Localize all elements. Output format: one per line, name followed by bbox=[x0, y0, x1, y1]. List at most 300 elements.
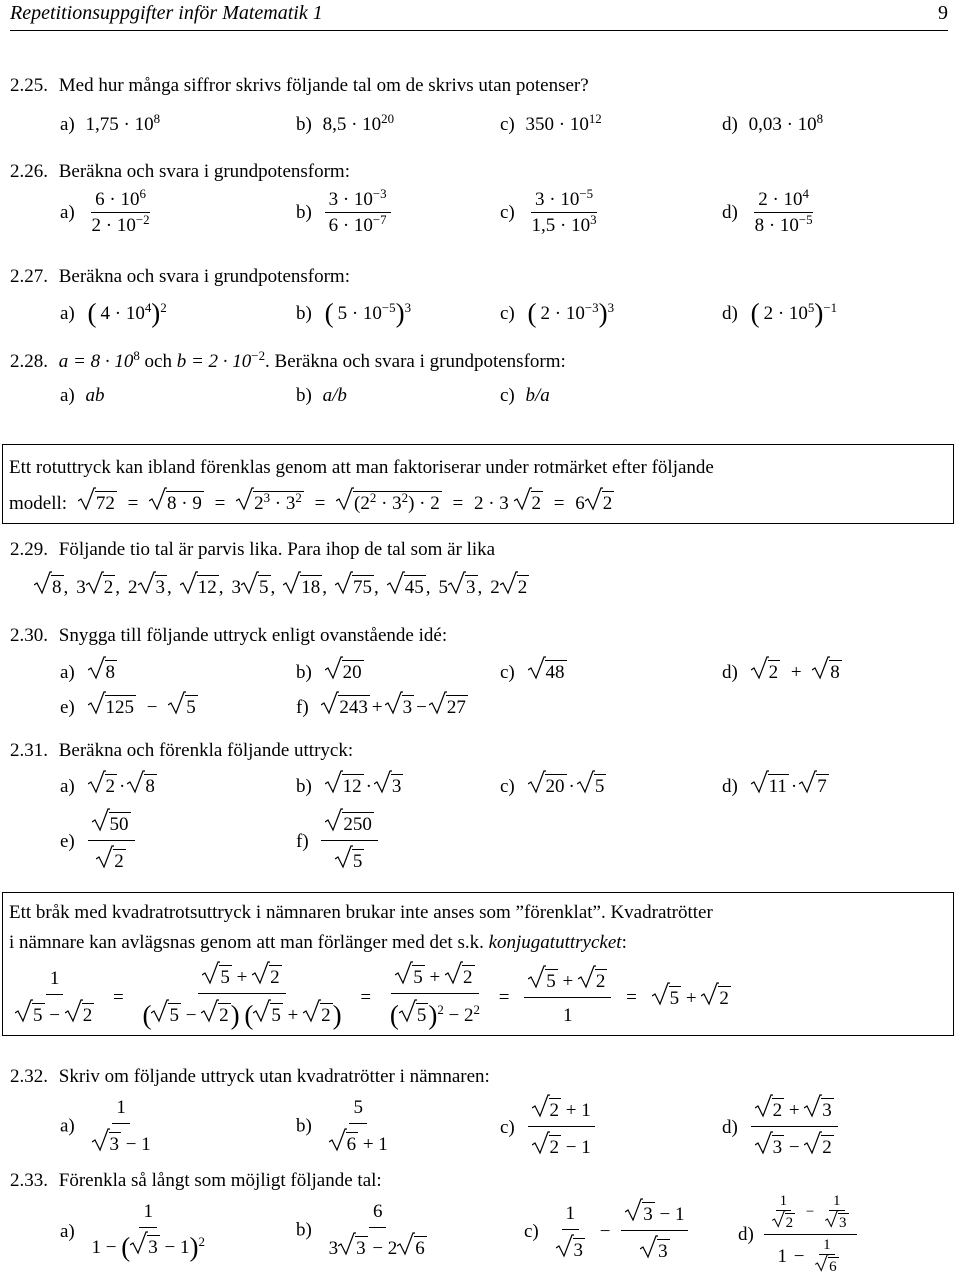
radical-sign bbox=[283, 571, 301, 595]
radical-sign bbox=[701, 982, 719, 1006]
sqrt bbox=[252, 965, 282, 987]
radicand: 45 bbox=[404, 577, 424, 598]
item-2-30-b bbox=[296, 660, 364, 682]
paren-close: ) bbox=[814, 298, 824, 328]
item-2-26-a bbox=[60, 185, 154, 236]
fraction bbox=[528, 185, 601, 236]
denominator bbox=[11, 995, 98, 1025]
sqrt bbox=[625, 1202, 655, 1224]
exponent: −2 bbox=[251, 347, 266, 363]
radicand: 3 bbox=[839, 1215, 847, 1231]
math-expr: 6 bbox=[372, 1201, 383, 1222]
equals: = bbox=[314, 493, 326, 514]
radical-sign bbox=[772, 1210, 786, 1228]
problem-number: 2.30. bbox=[10, 625, 48, 646]
radical-sign bbox=[578, 965, 596, 989]
conjugate-example bbox=[11, 965, 731, 1029]
coefficient: 3 bbox=[76, 577, 86, 598]
operator: + bbox=[429, 967, 441, 988]
problem-text: Beräkna och svara i grundpotensform: bbox=[58, 266, 350, 287]
radicand: 5 bbox=[259, 577, 269, 598]
problem-2-26-heading bbox=[10, 162, 350, 181]
separator: , bbox=[374, 577, 379, 598]
sqrt bbox=[283, 575, 322, 597]
equals: = bbox=[626, 986, 637, 1008]
operator: − bbox=[793, 1246, 805, 1267]
numerator bbox=[91, 185, 150, 213]
sqrt bbox=[303, 1003, 333, 1025]
radical-sign bbox=[825, 1210, 839, 1228]
info-term: konjugatuttrycket bbox=[488, 932, 622, 953]
radicand: 2 bbox=[105, 776, 116, 797]
radicand: 5 bbox=[352, 851, 363, 872]
radicand: 8 · 9 bbox=[167, 493, 202, 514]
radicand: 2 bbox=[822, 1137, 832, 1158]
exponent: 5 bbox=[807, 299, 815, 315]
item-2-27-b bbox=[296, 300, 411, 327]
radicand: 5 bbox=[594, 776, 605, 797]
sqrt bbox=[578, 969, 608, 991]
info-box-conjugate bbox=[2, 892, 954, 1036]
item-2-25-a bbox=[60, 110, 161, 135]
radical-sign bbox=[514, 487, 532, 511]
sqrt bbox=[127, 774, 157, 796]
sqrt bbox=[338, 1236, 368, 1258]
sqrt bbox=[241, 575, 271, 597]
item-label: a) bbox=[60, 114, 75, 135]
coefficient: 2 bbox=[128, 577, 138, 598]
list-item bbox=[387, 577, 439, 598]
paren-close: ) bbox=[189, 1232, 199, 1262]
item-2-25-c bbox=[500, 110, 602, 135]
radicand: 5 bbox=[669, 988, 680, 1009]
page-number: 9 bbox=[938, 2, 948, 24]
radicand: 2 bbox=[270, 967, 280, 988]
radicand: 5 bbox=[220, 967, 230, 988]
problem-text: Snygga till följande uttryck enligt ovanstående idé: bbox=[58, 625, 448, 646]
sqrt bbox=[755, 1135, 785, 1157]
denominator bbox=[751, 213, 817, 235]
exponent: −3 bbox=[372, 185, 387, 201]
item-label: a) bbox=[60, 1221, 75, 1242]
radical-sign bbox=[528, 656, 546, 680]
equals: = bbox=[553, 493, 565, 514]
radical-sign bbox=[325, 770, 343, 794]
item-2-32-b bbox=[296, 1098, 392, 1154]
problem-text: Beräkna och förenkla följande uttryck: bbox=[58, 740, 354, 761]
radicand: 12 bbox=[342, 776, 362, 797]
radical-sign bbox=[528, 770, 546, 794]
problem-text: Skriv om följande uttryck utan kvadratrötter i nämnaren: bbox=[58, 1066, 490, 1087]
separator: , bbox=[167, 577, 172, 598]
radical-sign bbox=[202, 961, 220, 985]
operator: + bbox=[236, 967, 248, 988]
numerator bbox=[391, 965, 478, 994]
sqrt bbox=[336, 491, 442, 513]
operator: · bbox=[119, 776, 126, 797]
radicand bbox=[253, 491, 304, 513]
paren-open: ( bbox=[750, 298, 760, 328]
math-expr: 2 · 10 bbox=[758, 189, 803, 210]
numerator bbox=[528, 1098, 595, 1127]
denominator bbox=[325, 213, 391, 235]
problem-2-33-heading bbox=[10, 1171, 382, 1190]
denominator bbox=[92, 841, 130, 871]
exponent: 12 bbox=[588, 110, 602, 126]
math-expr: · 3 bbox=[376, 493, 402, 514]
coefficient: 5 bbox=[438, 577, 448, 598]
numerator bbox=[369, 1202, 387, 1228]
math-expr: 4 · 10 bbox=[100, 303, 145, 324]
denominator bbox=[528, 1127, 595, 1157]
item-label: e) bbox=[60, 697, 75, 718]
sqrt bbox=[804, 1135, 834, 1157]
fraction bbox=[88, 1098, 155, 1154]
radical-sign bbox=[151, 999, 169, 1023]
paren-close: ) bbox=[332, 1000, 342, 1030]
exponent: 3 bbox=[263, 489, 271, 505]
item-label: d) bbox=[738, 1224, 754, 1245]
exponent: 6 bbox=[139, 185, 146, 201]
item-2-30-f bbox=[296, 695, 468, 717]
radical-sign bbox=[96, 845, 114, 869]
radicand: 243 bbox=[339, 697, 368, 718]
sqrt bbox=[180, 575, 219, 597]
sqrt bbox=[88, 695, 137, 717]
math-expr: 0,03 · 10 bbox=[748, 114, 817, 135]
fraction bbox=[386, 965, 484, 1029]
math-expr: 1 bbox=[563, 1005, 573, 1026]
math-expr: − 1 bbox=[164, 1237, 190, 1258]
problem-number: 2.31. bbox=[10, 740, 48, 761]
radicand: 3 bbox=[643, 1204, 653, 1225]
item-2-30-d bbox=[722, 660, 842, 682]
radicand: 2 bbox=[321, 1005, 331, 1026]
radicand: 3 bbox=[155, 577, 165, 598]
numerator bbox=[321, 812, 378, 841]
fraction bbox=[821, 1194, 853, 1231]
math-line bbox=[9, 491, 614, 513]
sqrt bbox=[201, 1003, 231, 1025]
equals: = bbox=[498, 986, 510, 1008]
sqrt bbox=[325, 774, 364, 796]
denominator bbox=[528, 213, 601, 235]
item-label: b) bbox=[296, 662, 312, 683]
separator: , bbox=[270, 577, 276, 598]
radical-sign bbox=[92, 1128, 110, 1152]
item-2-33-a bbox=[60, 1202, 209, 1261]
item-2-26-c bbox=[500, 185, 601, 236]
coefficient: 3 bbox=[231, 577, 241, 598]
operator: − bbox=[372, 1238, 384, 1259]
operator: · bbox=[365, 776, 372, 797]
header-title: Repetitionsuppgifter inför Matematik 1 bbox=[10, 2, 323, 24]
numerator bbox=[754, 185, 813, 213]
radicand: 5 bbox=[186, 697, 196, 718]
problem-text: och bbox=[139, 351, 177, 372]
item-2-32-c bbox=[500, 1098, 595, 1157]
fraction bbox=[325, 185, 391, 236]
radical-sign bbox=[338, 1232, 356, 1256]
radicand: 3 bbox=[573, 1239, 584, 1261]
radicand: 8 bbox=[830, 662, 840, 683]
math-expr: 2 · 10 bbox=[91, 215, 136, 236]
paren-open: ( bbox=[87, 298, 97, 328]
radical-sign bbox=[532, 1131, 550, 1155]
sqrt bbox=[374, 774, 404, 796]
numerator bbox=[88, 812, 135, 841]
denominator bbox=[751, 1127, 838, 1157]
radical-sign bbox=[528, 965, 546, 989]
item-2-27-a bbox=[60, 300, 167, 327]
operator: − bbox=[416, 697, 427, 718]
list-item bbox=[232, 577, 284, 598]
item-label: c) bbox=[500, 202, 515, 223]
operator: + bbox=[788, 1100, 800, 1121]
item-2-33-d bbox=[738, 1194, 857, 1275]
radical-sign bbox=[374, 770, 392, 794]
item-2-31-e bbox=[60, 812, 135, 871]
list-item bbox=[128, 577, 180, 598]
fraction bbox=[524, 969, 611, 1025]
radical-sign bbox=[325, 656, 343, 680]
operator: − bbox=[448, 1005, 460, 1026]
sqrt bbox=[799, 774, 829, 796]
operator: − bbox=[788, 1137, 800, 1158]
item-label: c) bbox=[524, 1221, 539, 1242]
item-2-31-c bbox=[500, 774, 606, 796]
sqrt bbox=[514, 491, 544, 513]
exponent: −7 bbox=[372, 211, 387, 227]
denominator bbox=[559, 998, 577, 1025]
math-expr: b/a bbox=[525, 385, 550, 406]
radical-sign bbox=[335, 845, 353, 869]
math-expr: (2 bbox=[354, 493, 370, 514]
math-expr: · 3 bbox=[270, 493, 296, 514]
denominator bbox=[325, 1228, 431, 1258]
sqrt bbox=[528, 660, 567, 682]
radical-sign bbox=[385, 691, 403, 715]
sqrt bbox=[34, 575, 64, 597]
equals: = bbox=[360, 986, 372, 1008]
math-expr: 1,5 · 10 bbox=[531, 215, 591, 236]
radical-sign bbox=[168, 691, 186, 715]
exponent: 3 bbox=[404, 299, 412, 315]
item-label: a) bbox=[60, 1115, 75, 1137]
operator: − bbox=[805, 1203, 815, 1220]
sqrt bbox=[88, 660, 118, 682]
exponent: 8 bbox=[133, 347, 140, 363]
sqrt bbox=[812, 660, 842, 682]
exponent: 3 bbox=[607, 299, 615, 315]
numerator bbox=[764, 1194, 857, 1235]
radical-sign bbox=[751, 656, 769, 680]
radicand: 2 bbox=[82, 1005, 93, 1026]
denominator bbox=[773, 1235, 846, 1275]
radicand: 2 bbox=[772, 1100, 783, 1121]
radicand: 3 bbox=[148, 1237, 158, 1258]
numerator: 1 bbox=[819, 1238, 835, 1255]
math-expr: 2 · 3 bbox=[473, 493, 509, 514]
radical-sign bbox=[577, 770, 595, 794]
sqrt bbox=[532, 1098, 562, 1120]
numerator bbox=[349, 1098, 367, 1124]
sqrt bbox=[640, 1239, 670, 1261]
sqrt bbox=[448, 575, 478, 597]
item-label: d) bbox=[722, 202, 738, 223]
sqrt bbox=[751, 774, 789, 796]
numerator bbox=[46, 969, 64, 995]
denominator bbox=[821, 1211, 853, 1231]
radicand: 250 bbox=[343, 814, 372, 835]
paren-close: ) bbox=[230, 1000, 240, 1030]
paren-open: ( bbox=[142, 1000, 152, 1030]
paren-open: ( bbox=[527, 298, 537, 328]
radical-sign bbox=[448, 571, 466, 595]
radical-sign bbox=[303, 999, 321, 1023]
radical-sign bbox=[799, 770, 817, 794]
radical-sign bbox=[397, 1232, 415, 1256]
radical-sign bbox=[804, 1131, 822, 1155]
radical-sign bbox=[445, 961, 463, 985]
item-2-28-b bbox=[296, 386, 347, 405]
radicand: 2 bbox=[531, 493, 542, 514]
radicand: 3 bbox=[466, 577, 476, 598]
radical-sign bbox=[640, 1235, 658, 1259]
item-2-31-b bbox=[296, 774, 403, 796]
radicand: 6 bbox=[829, 1259, 837, 1275]
problem-number: 2.33. bbox=[10, 1170, 48, 1191]
equals: = bbox=[214, 493, 226, 514]
math-expr: a = 8 · 10 bbox=[58, 351, 134, 372]
problem-2-30-heading bbox=[10, 626, 447, 645]
list-item bbox=[76, 577, 128, 598]
radicand: 7 bbox=[817, 776, 827, 797]
numerator bbox=[562, 1204, 580, 1230]
numerator bbox=[751, 1098, 838, 1127]
separator: , bbox=[115, 577, 120, 598]
item-label: c) bbox=[500, 303, 515, 324]
equals: = bbox=[112, 986, 124, 1008]
sqrt bbox=[149, 491, 204, 513]
numerator bbox=[112, 1098, 130, 1124]
separator: , bbox=[477, 577, 483, 598]
paren-open: ( bbox=[389, 1000, 399, 1030]
problem-number: 2.28. bbox=[10, 351, 48, 372]
sqrt bbox=[92, 812, 131, 834]
radicand: 2 bbox=[719, 988, 729, 1009]
list-item bbox=[180, 577, 232, 598]
denominator bbox=[88, 1228, 209, 1261]
problem-number: 2.32. bbox=[10, 1066, 48, 1087]
equals: = bbox=[127, 493, 139, 514]
item-2-25-b bbox=[296, 110, 395, 135]
separator: , bbox=[218, 577, 224, 598]
radical-sign bbox=[755, 1094, 773, 1118]
radical-sign bbox=[399, 999, 417, 1023]
radicand: 3 bbox=[772, 1137, 783, 1158]
radicand: 3 bbox=[402, 697, 413, 718]
separator: , bbox=[63, 577, 69, 598]
item-label: c) bbox=[500, 385, 515, 406]
radical-sign bbox=[532, 1094, 550, 1118]
item-label: a) bbox=[60, 202, 75, 223]
fraction bbox=[811, 1238, 843, 1275]
sqrt bbox=[500, 575, 530, 597]
radicand: 5 bbox=[413, 967, 423, 988]
item-2-25-d bbox=[722, 110, 824, 135]
item-2-32-d bbox=[722, 1098, 838, 1157]
radicand: 2 bbox=[549, 1137, 560, 1158]
item-label: a) bbox=[60, 385, 75, 406]
sqrt bbox=[138, 575, 168, 597]
math-expr: 2 bbox=[387, 1238, 398, 1259]
fraction bbox=[751, 185, 817, 236]
denominator bbox=[768, 1211, 800, 1231]
exponent: −5 bbox=[579, 185, 594, 201]
sqrt bbox=[236, 491, 304, 513]
fraction bbox=[621, 1202, 688, 1261]
item-2-30-c bbox=[500, 660, 567, 682]
radicand: 5 bbox=[33, 1005, 43, 1026]
exponent: 2 bbox=[160, 299, 167, 315]
fraction bbox=[768, 1194, 800, 1231]
problem-text: Förenkla så långt som möjligt följande tal: bbox=[58, 1170, 382, 1191]
radical-sign bbox=[335, 571, 353, 595]
fraction bbox=[751, 1098, 838, 1157]
sqrt bbox=[325, 660, 364, 682]
sqrt bbox=[395, 965, 425, 987]
sqrt bbox=[88, 774, 118, 796]
exponent: 3 bbox=[590, 211, 597, 227]
sqrt bbox=[325, 812, 374, 834]
sqrt bbox=[815, 1257, 839, 1275]
sqrt bbox=[65, 1003, 95, 1025]
fraction bbox=[88, 185, 154, 236]
info-text: Ett bråk med kvadratrotsuttryck i nämnaren brukar inte anses som ”förenklat”. Kvadratrötter bbox=[9, 902, 713, 923]
operator: + bbox=[371, 697, 383, 718]
radical-sign bbox=[92, 808, 110, 832]
paren-open: ( bbox=[244, 1000, 254, 1030]
exponent: −3 bbox=[584, 299, 599, 315]
math-expr: 1 bbox=[116, 1097, 126, 1118]
radicand: 20 bbox=[545, 776, 565, 797]
sqrt bbox=[652, 986, 682, 1008]
problem-number: 2.29. bbox=[10, 539, 48, 560]
radical-sign bbox=[180, 571, 198, 595]
sqrt bbox=[804, 1098, 834, 1120]
denominator bbox=[636, 1231, 674, 1261]
radical-sign bbox=[149, 487, 167, 511]
item-2-26-d bbox=[722, 185, 817, 236]
page-header bbox=[10, 2, 948, 31]
radical-sign bbox=[812, 656, 830, 680]
item-2-28-a bbox=[60, 386, 105, 405]
problem-number: 2.25. bbox=[10, 75, 48, 96]
fraction bbox=[138, 965, 345, 1029]
paren-open: ( bbox=[121, 1232, 131, 1262]
numerator bbox=[325, 185, 391, 213]
operator: + bbox=[562, 971, 574, 992]
radicand: 3 bbox=[822, 1100, 832, 1121]
radical-sign bbox=[130, 1231, 148, 1255]
exponent: 2 bbox=[401, 489, 409, 505]
paren-open: ( bbox=[324, 298, 334, 328]
item-2-27-c bbox=[500, 300, 614, 327]
item-label: b) bbox=[296, 1219, 312, 1241]
radical-sign bbox=[65, 999, 83, 1023]
radical-sign bbox=[387, 571, 405, 595]
